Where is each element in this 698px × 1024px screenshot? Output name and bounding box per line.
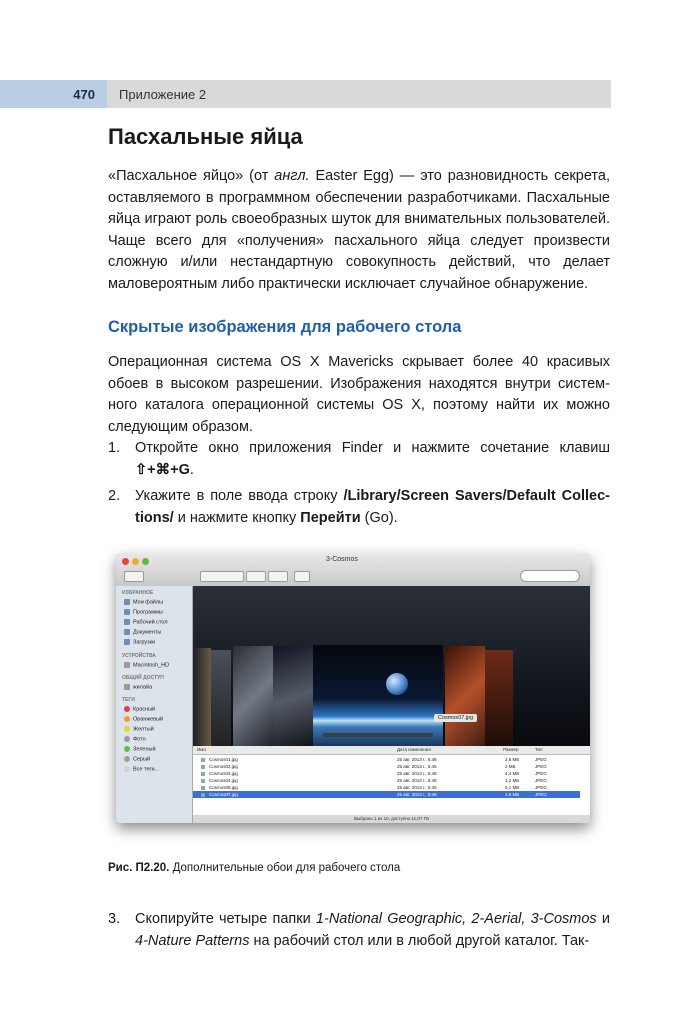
folder-names: 1-National Geographic, 2-Aerial, 3-Cosmos <box>315 911 597 927</box>
close-icon[interactable] <box>122 558 129 565</box>
column-header-kind[interactable]: Тип <box>535 747 543 752</box>
table-row-selected[interactable]: Cosmos07.jpg 25 авг. 2013 г., 5:48 1,9 МБ JPEG <box>193 791 580 798</box>
sidebar-item[interactable]: жилайа <box>124 684 152 690</box>
arrange-button[interactable] <box>246 571 266 582</box>
search-input[interactable] <box>520 570 580 582</box>
mavericks-paragraph: Операционная система OS X Mavericks скрывает более 40 красивых обоев в высоком разрешении. Изображения находятся внутри системного каталога операционной системы OS X, поэтому найти их можно следующим образом. <box>108 354 610 435</box>
sidebar-header-devices: УСТРОЙСТВА <box>122 653 156 659</box>
planet-icon <box>386 673 408 695</box>
window-title: 3-Cosmos <box>326 556 358 563</box>
running-header <box>107 80 611 108</box>
folder-icon <box>124 629 130 635</box>
key-combo: ⇧+⌘+G <box>135 461 190 478</box>
tag-dot-icon <box>124 766 130 772</box>
coverflow-thumb[interactable] <box>193 648 211 748</box>
finder-sidebar <box>116 586 193 823</box>
view-mode-buttons[interactable] <box>200 571 244 582</box>
table-row[interactable]: Cosmos02.jpg 25 авг. 2013 г., 5:45 2 МБ JPEG <box>193 763 580 770</box>
image-file-icon <box>201 779 205 783</box>
list-number: 3. <box>108 911 121 927</box>
image-file-icon <box>201 793 205 797</box>
folder-icon <box>124 599 130 605</box>
sidebar-tag[interactable]: Желтый <box>124 726 154 732</box>
step-text-end: . <box>189 461 194 478</box>
caption-label: Рис. П2.20. <box>108 862 170 874</box>
back-forward-button[interactable] <box>124 571 144 582</box>
coverflow-thumb[interactable] <box>233 646 273 750</box>
figure-caption <box>108 862 400 874</box>
step-text-mid: и <box>596 911 610 927</box>
column-header-name[interactable]: Имя <box>197 747 206 752</box>
image-file-icon <box>201 786 205 790</box>
table-row[interactable]: Cosmos05.jpg 25 авг. 2013 г., 5:45 5,1 МБ JPEG <box>193 784 580 791</box>
sidebar-tag[interactable]: Оранжевый <box>124 716 163 722</box>
coverflow-thumb[interactable] <box>211 650 231 746</box>
sidebar-tag[interactable]: Фото <box>124 736 146 742</box>
finder-titlebar <box>116 553 590 587</box>
intro-text-2: Easter Egg) — это разновидность секрета, оставляемого в программном обеспечении разработчиками. Пасхальные яйца играют роль своеобразных шуток для внимательных пользователей. Чаще всего для «получения» пасхального яйца следует произвести сложную и/или нестандартную совокупность действий, что делает маловероятным либо практически исключает случайное обнаружение. <box>108 168 610 292</box>
section-heading: Скрытые изображения для рабочего стола <box>108 318 462 336</box>
image-file-icon <box>201 758 205 762</box>
table-row[interactable]: Cosmos01.jpg 25 авг. 2013 г., 5:48 2,6 МБ JPEG <box>193 756 580 763</box>
sidebar-item[interactable]: Загрузки <box>124 639 155 645</box>
image-file-icon <box>201 765 205 769</box>
sidebar-header-shared: ОБЩИЙ ДОСТУП <box>122 675 164 681</box>
list-header <box>193 746 590 755</box>
coverflow-view[interactable] <box>193 586 590 746</box>
sidebar-tag[interactable]: Красный <box>124 706 155 712</box>
sidebar-item[interactable]: Мои файлы <box>124 599 163 605</box>
tag-dot-icon <box>124 706 130 712</box>
table-row[interactable]: Cosmos04.jpg 25 авг. 2013 г., 5:48 1,2 МБ JPEG <box>193 777 580 784</box>
folder-icon <box>124 619 130 625</box>
tag-dot-icon <box>124 736 130 742</box>
coverflow-thumb[interactable] <box>485 650 513 746</box>
file-list <box>193 746 590 823</box>
sidebar-tag[interactable]: Зеленый <box>124 746 156 752</box>
path-text: /Library/Screen Savers/Default Collections/ <box>135 488 610 526</box>
finder-screenshot <box>116 553 590 823</box>
sidebar-header-favorites: ИЗБРАННОЕ <box>122 590 154 596</box>
list-number: 2. <box>108 488 121 504</box>
intro-paragraph <box>108 166 610 295</box>
computer-icon <box>124 684 130 690</box>
step-text: Откройте окно приложения Finder и нажмите сочетание клавиш <box>135 440 610 456</box>
status-bar: Выбрано 1 из 10, доступно 11,07 ГБ <box>193 815 590 823</box>
sidebar-tag[interactable]: Серый <box>124 756 150 762</box>
list-number: 1. <box>108 440 121 456</box>
coverflow-thumb[interactable] <box>273 646 313 750</box>
folder-name-4: 4-Nature Patterns <box>135 932 250 949</box>
caption-text: Дополнительные обои для рабочего стола <box>169 862 401 874</box>
sidebar-header-tags: ТЕГИ <box>122 697 135 703</box>
intro-text-1: «Пасхальное яйцо» (от <box>108 168 275 184</box>
step-text: Скопируйте четыре папки <box>135 911 316 927</box>
image-file-icon <box>201 772 205 776</box>
download-icon <box>124 639 130 645</box>
zoom-icon[interactable] <box>142 558 149 565</box>
list-item-1 <box>108 438 610 481</box>
sidebar-item[interactable]: Программы <box>124 609 163 615</box>
tag-dot-icon <box>124 756 130 762</box>
column-header-date[interactable]: Дата изменения <box>397 747 431 752</box>
coverflow-thumb[interactable] <box>445 646 485 750</box>
share-button[interactable] <box>294 571 310 582</box>
list-item-3 <box>108 909 610 952</box>
step-text-mid: и нажмите кнопку <box>173 509 301 526</box>
minimize-icon[interactable] <box>132 558 139 565</box>
page-number: 470 <box>73 87 95 102</box>
column-header-size[interactable]: Размер <box>503 747 519 752</box>
tag-dot-icon <box>124 716 130 722</box>
go-button-label: Перейти <box>300 509 361 526</box>
sidebar-item[interactable]: Документы <box>124 629 161 635</box>
list-item-2 <box>108 486 610 529</box>
tag-dot-icon <box>124 746 130 752</box>
coverflow-scrollbar[interactable] <box>323 733 433 737</box>
page-title: Пасхальные яйца <box>108 124 303 149</box>
step-text: Укажите в поле ввода строку <box>135 488 344 504</box>
section-title: Приложение 2 <box>119 87 207 102</box>
step-text-end: (Go). <box>360 509 398 526</box>
tag-dot-icon <box>124 726 130 732</box>
sidebar-item[interactable]: Macintosh_HD <box>124 662 169 668</box>
action-button[interactable] <box>268 571 288 582</box>
sidebar-tag[interactable]: Все теги... <box>124 766 159 772</box>
intro-text-italic: англ. <box>274 168 310 184</box>
table-row[interactable]: Cosmos03.jpg 25 авг. 2013 г., 5:48 4,4 МБ JPEG <box>193 770 580 777</box>
folder-icon <box>124 609 130 615</box>
disk-icon <box>124 662 130 668</box>
step-text-end: на рабочий стол или в любой другой каталог. Так- <box>249 932 590 949</box>
coverflow-filename: Cosmos07.jpg <box>434 714 477 722</box>
page-number-block <box>0 80 107 108</box>
sidebar-item[interactable]: Рабочий стол <box>124 619 168 625</box>
